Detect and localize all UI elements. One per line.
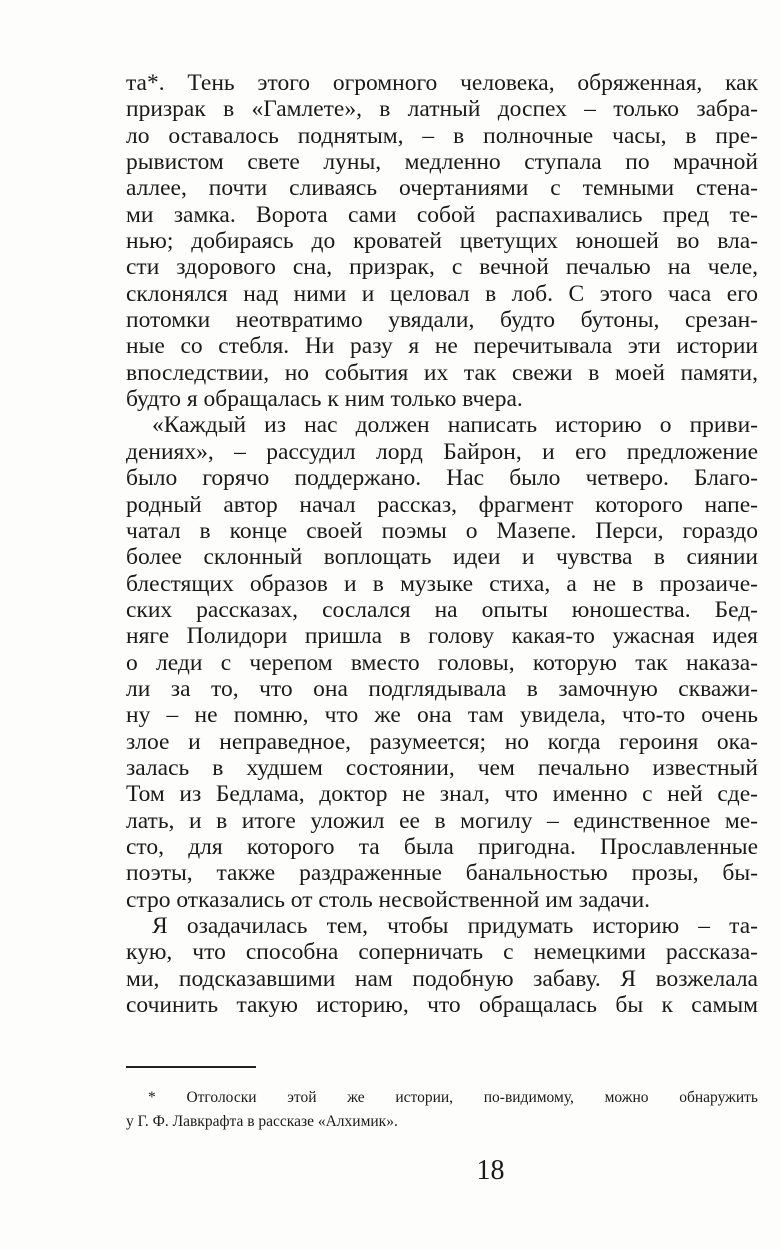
paragraph — [126, 913, 758, 1018]
text-line: залась в худшем состоянии, чем печально известный — [126, 754, 758, 781]
text-line: ну – не помню, что же она там увидела, что-то очень — [126, 702, 758, 729]
text-line: блестящих образов и в музыке стиха, а не в прозаиче- — [126, 570, 758, 597]
text-line: ло оставалось поднятым, – в полночные часы, в пре- — [126, 122, 758, 149]
text-line: стро отказались от столь несвойственной им задачи. — [126, 886, 651, 913]
text-line: дениях», – рассудил лорд Байрон, и его предложение — [126, 438, 758, 465]
text-line: сто, для которого та была пригодна. Прославленные — [126, 833, 758, 860]
text-line: Том из Бедлама, доктор не знал, что именно с ней сде- — [126, 781, 758, 808]
text-line: ми, подсказавшими нам подобную забаву. Я возжелала — [126, 965, 758, 992]
text-line: ные со стебля. Ни разу я не перечитывала эти истории — [126, 333, 758, 360]
paragraph — [126, 70, 758, 412]
text-line: аллее, почти сливаясь очертаниями с темными стена- — [126, 175, 758, 202]
text-line: та*. Тень этого огромного человека, обряженная, как — [126, 70, 758, 96]
body-text — [126, 70, 758, 1018]
footnote-line: * Отголоски этой же истории, по-видимому, можно обнаружить — [148, 1089, 758, 1106]
text-line: злое и неправедное, разумеется; но когда героиня ока- — [126, 728, 758, 755]
text-line: рывистом свете луны, медленно ступала по мрачной — [126, 149, 758, 176]
footnote-separator — [126, 1066, 256, 1068]
text-line: потомки неотвратимо увядали, будто бутоны, срезан- — [126, 307, 758, 334]
paragraph — [126, 412, 758, 913]
text-line: склонялся над ними и целовал в лоб. С этого часа его — [126, 280, 758, 307]
footnote-line: у Г. Ф. Лавкрафта в рассказе «Алхимик». — [126, 1113, 398, 1130]
text-line: о леди с черепом вместо головы, которую так наказа- — [126, 649, 758, 676]
text-line: сочинить такую историю, что обращалась бы к самым — [126, 992, 758, 1019]
text-line: призрак в «Гамлете», в латный доспех – только забра- — [126, 96, 758, 123]
text-line: более склонный воплощать идеи и чувства в сиянии — [126, 544, 758, 571]
text-line: чатал в конце своей поэмы о Мазепе. Перси, гораздо — [126, 517, 758, 544]
text-line: ских рассказах, сослался на опыты юношества. Бед- — [126, 596, 758, 623]
text-line: впоследствии, но события их так свежи в моей памяти, — [126, 359, 758, 386]
text-line: нью; добираясь до кроватей цветущих юношей во вла- — [126, 228, 758, 255]
text-line: ми замка. Ворота сами собой распахивались пред те- — [126, 201, 758, 228]
text-line: лать, и в итоге уложил ее в могилу – единственное ме- — [126, 807, 758, 834]
footnote — [126, 1086, 758, 1134]
page-number: 18 — [476, 1155, 505, 1186]
text-line: Я озадачилась тем, чтобы придумать историю – та- — [152, 913, 758, 939]
text-line: «Каждый из нас должен написать историю о приви- — [152, 412, 758, 439]
text-line: было горячо поддержано. Нас было четверо. Благо- — [126, 465, 758, 492]
text-line: няге Полидори пришла в голову какая-то ужасная идея — [126, 623, 758, 650]
text-line: ли за то, что она подглядывала в замочную скважи- — [126, 675, 758, 702]
text-line: сти здорового сна, призрак, с вечной печалью на челе, — [126, 254, 758, 281]
text-line: будто я обращалась к ним только вчера. — [126, 386, 523, 413]
text-line: кую, что способна соперничать с немецкими рассказа- — [126, 939, 758, 966]
text-line: родный автор начал рассказ, фрагмент которого напе- — [126, 491, 758, 518]
text-line: поэты, также раздраженные банальностью прозы, бы- — [126, 860, 758, 887]
